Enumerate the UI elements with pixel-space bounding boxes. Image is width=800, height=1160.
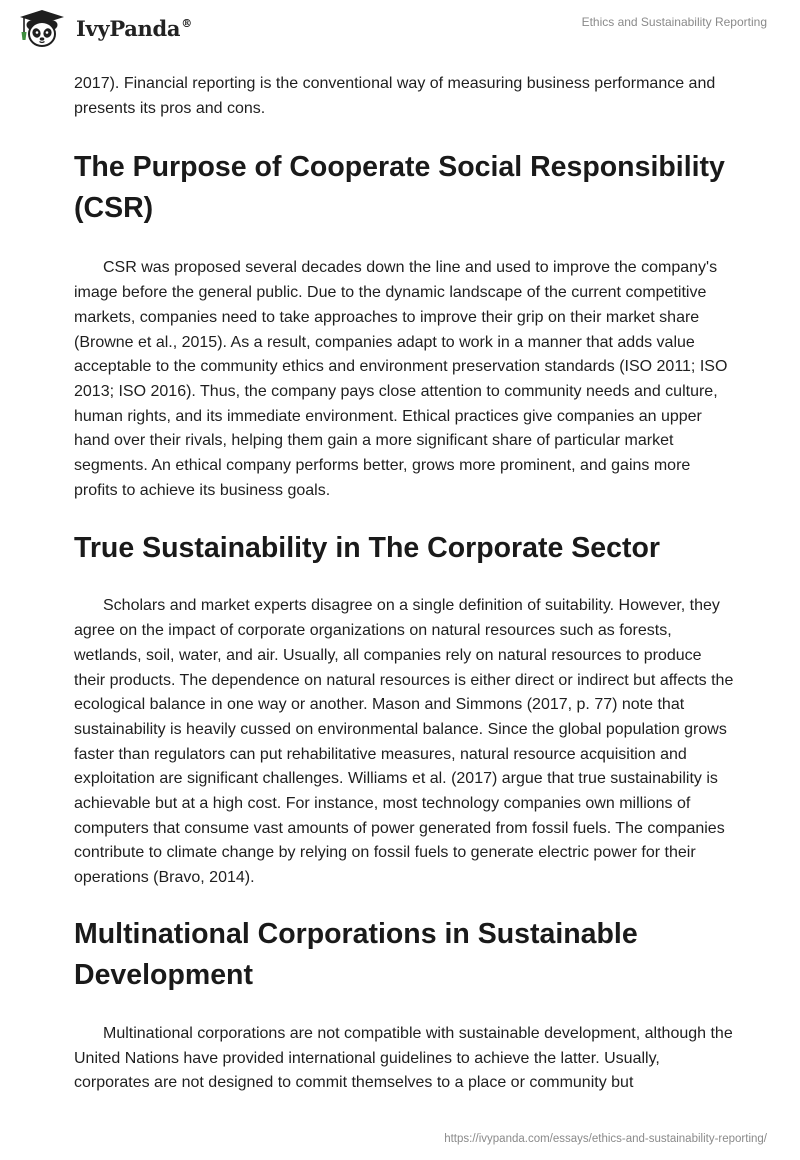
brand-name: IvyPanda® <box>76 15 192 41</box>
page-header <box>0 0 800 70</box>
intro-paragraph: 2017). Financial reporting is the conventional way of measuring business performance and presents its pros and cons. <box>74 75 716 117</box>
document-title: Ethics and Sustainability Reporting <box>581 15 767 29</box>
section-heading-sustainability: True Sustainability in The Corporate Sector <box>74 532 660 565</box>
source-url-link[interactable]: https://ivypanda.com/essays/ethics-and-sustainability-reporting/ <box>444 1133 767 1145</box>
section-paragraph-multinational: Multinational corporations are not compatible with sustainable development, although the United Nations have provided international guidelines to achieve the latter. Usually, corporates are not designed to commit themselves to a place or community but <box>74 1024 733 1092</box>
section-heading-multinational: Multinational Corporations in Sustainable Development <box>74 917 638 991</box>
section-heading-csr: The Purpose of Cooperate Social Responsibility (CSR) <box>74 151 725 225</box>
brand-logo[interactable] <box>14 8 192 48</box>
panda-graduate-icon <box>14 8 70 48</box>
section-paragraph-sustainability: Scholars and market experts disagree on a single definition of suitability. However, they agree on the impact of corporate organizations on natural resources such as forests, wetlands, soil, water, and air. Usually, all companies rely on natural resources to produce their products. The dependence on natural resources is either direct or indirect but affects the ecological balance in one way or another. Mason and Simmons (2017, p. 77) note that sustainability is heavily cussed on environmental balance. Since the global population grows faster than regulators can put rehabilitative measures, natural resource acquisition and exploitation are significant challenges. Williams et al. (2017) argue that true sustainability is achievable but at a high cost. For instance, most technology companies own millions of computers that consume vast amounts of power generated from fossil fuels. The companies contribute to climate change by relying on fossil fuels to generate electric power for their operations (Bravo, 2014). <box>74 597 734 887</box>
section-paragraph-csr: CSR was proposed several decades down the line and used to improve the company's image before the general public. Due to the dynamic landscape of the current competitive markets, companies need to take approaches to improve their grip on their market share (Browne et al., 2015). As a result, companies adapt to work in a manner that adds value acceptable to the community ethics and environment preservation standards (ISO 2011; ISO 2013; ISO 2016). Thus, the company pays close attention to community needs and culture, human rights, and its immediate environment. Ethical practices give companies an upper hand over their rivals, helping them gain a more significant share of particular market segments. An ethical company performs better, grows more prominent, and gains more profits to achieve its business goals. <box>74 259 728 499</box>
article-body <box>74 72 734 1096</box>
